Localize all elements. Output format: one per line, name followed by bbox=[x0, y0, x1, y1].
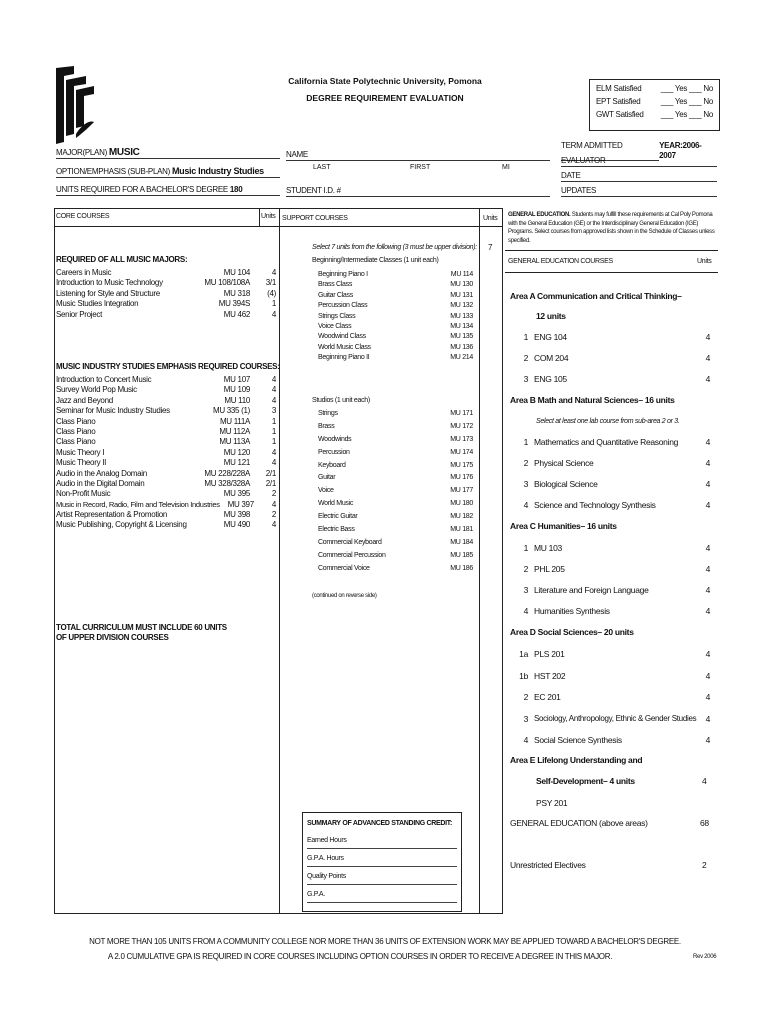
gwt-check[interactable]: GWT Satisfied ___ Yes ___ No bbox=[596, 110, 713, 119]
last-label: LAST bbox=[313, 164, 331, 171]
list-item: Listening for Style and Structure MU 318 (4) bbox=[56, 288, 276, 298]
student-id-field[interactable]: STUDENT I.D. # bbox=[286, 186, 550, 197]
list-item: Audio in the Analog Domain MU 228/228A 2/1 bbox=[56, 468, 276, 478]
support-intro-units: 7 bbox=[488, 243, 493, 252]
list-item: Beginning Piano II MU 214 bbox=[318, 354, 473, 362]
area-a-title: Area A Communication and Critical Thinking– bbox=[510, 291, 682, 301]
list-item: Voice Class MU 134 bbox=[318, 322, 473, 330]
list-item: Commercial Percussion MU 185 bbox=[318, 551, 473, 559]
option-field[interactable]: OPTION/EMPHASIS (SUB-PLAN) Music Industry Studies bbox=[56, 166, 280, 178]
beginning-title: Beginning/Intermediate Classes (1 unit each) bbox=[312, 257, 439, 264]
continued-note: (continued on reverse side) bbox=[312, 593, 377, 599]
list-item: Strings MU 171 bbox=[318, 410, 473, 417]
name-field[interactable]: NAME bbox=[286, 150, 550, 161]
list-item: 2 EC 201 4 bbox=[523, 692, 710, 702]
summary-title: SUMMARY OF ADVANCED STANDING CREDIT: bbox=[307, 820, 453, 827]
ge-total-label: GENERAL EDUCATION (above areas) bbox=[510, 818, 648, 828]
support-units-header: Units bbox=[483, 215, 498, 222]
list-item: Jazz and Beyond MU 110 4 bbox=[56, 395, 276, 405]
list-item: Woodwind Class MU 135 bbox=[318, 333, 473, 341]
list-item: Guitar MU 176 bbox=[318, 474, 473, 482]
list-item: World Music MU 180 bbox=[318, 500, 473, 508]
first-label: FIRST bbox=[410, 164, 431, 171]
ept-check[interactable]: EPT Satisfied ___ Yes ___ No bbox=[596, 97, 713, 106]
area-b-list bbox=[510, 437, 710, 521]
list-item: 3 Sociology, Anthropology, Ethnic & Gender Studies 4 bbox=[523, 713, 710, 724]
revision-label: Rev 2006 bbox=[693, 954, 717, 960]
list-item: Woodwinds MU 173 bbox=[318, 435, 473, 443]
unrestricted-units: 2 bbox=[702, 860, 707, 870]
evaluator-field[interactable]: EVALUATOR bbox=[561, 156, 717, 167]
area-e-units: 4 bbox=[702, 776, 707, 786]
placement-checks-box bbox=[589, 79, 720, 131]
emphasis-list bbox=[56, 375, 276, 531]
list-item: 2 Physical Science 4 bbox=[523, 458, 710, 468]
support-intro: Select 7 units from the following (3 must be upper division): bbox=[312, 244, 477, 251]
list-item: Beginning Piano I MU 114 bbox=[318, 271, 473, 278]
list-item: Class Piano MU 111A 1 bbox=[56, 416, 276, 426]
list-item: Introduction to Concert Music MU 107 4 bbox=[56, 375, 276, 384]
required-all-list bbox=[56, 268, 276, 320]
list-item: Electric Guitar MU 182 bbox=[318, 513, 473, 521]
ge-intro: GENERAL EDUCATION. Students may fulfill these requirements at Cal Poly Pomona with the General Education (GE) or the Interdisciplinary General Education (IGE) Programs. Select courses from approved lists shown in the Schedule of Classes unless specified. bbox=[508, 212, 715, 244]
list-item: World Music Class MU 136 bbox=[318, 343, 473, 351]
university-logo-icon bbox=[52, 64, 96, 146]
area-a-units: 12 units bbox=[536, 311, 566, 321]
studios-title: Studios (1 unit each) bbox=[312, 397, 370, 404]
gpa-field[interactable]: G.P.A. bbox=[307, 890, 457, 903]
list-item: Music Publishing, Copyright & Licensing MU 490 4 bbox=[56, 520, 276, 530]
list-item: Music Theory II MU 121 4 bbox=[56, 458, 276, 468]
list-item: Music Studies Integration MU 394S 1 bbox=[56, 299, 276, 309]
ge-courses-header: GENERAL EDUCATION COURSES bbox=[508, 258, 613, 265]
list-item: 2 PHL 205 4 bbox=[523, 564, 710, 574]
required-all-title: REQUIRED OF ALL MUSIC MAJORS: bbox=[56, 255, 188, 264]
earned-hours-field[interactable]: Earned Hours bbox=[307, 836, 457, 849]
date-field[interactable]: DATE bbox=[561, 171, 717, 182]
mi-label: MI bbox=[502, 164, 510, 171]
area-e-subtitle: Self-Development– 4 units bbox=[536, 776, 635, 786]
unrestricted-label: Unrestricted Electives bbox=[510, 860, 586, 870]
area-d-title: Area D Social Sciences– 20 units bbox=[510, 627, 634, 637]
list-item: Strings Class MU 133 bbox=[318, 312, 473, 320]
list-item: 1b HST 202 4 bbox=[519, 670, 710, 681]
emphasis-title: MUSIC INDUSTRY STUDIES EMPHASIS REQUIRED COURSES: bbox=[56, 362, 280, 371]
list-item: 1 Mathematics and Quantitative Reasoning 4 bbox=[523, 437, 710, 447]
updates-field[interactable]: UPDATES bbox=[561, 186, 717, 197]
gpa-hours-field[interactable]: G.P.A. Hours bbox=[307, 854, 457, 867]
core-units-header: Units bbox=[261, 213, 276, 220]
list-item: 3 ENG 105 4 bbox=[523, 374, 710, 384]
area-a-list bbox=[510, 332, 710, 395]
list-item: Non-Profit Music MU 395 2 bbox=[56, 489, 276, 499]
list-item: Commercial Voice MU 186 bbox=[318, 564, 473, 572]
ge-units-header: Units bbox=[697, 258, 712, 265]
list-item: Brass MU 172 bbox=[318, 422, 473, 430]
document-title: DEGREE REQUIREMENT EVALUATION bbox=[306, 93, 464, 103]
area-e-title: Area E Lifelong Understanding and bbox=[510, 755, 643, 765]
footer-note-2: A 2.0 CUMULATIVE GPA IS REQUIRED IN CORE COURSES INCLUDING OPTION COURSES IN ORDER TO RECEIVE A DEGREE IN THIS MAJOR. bbox=[107, 952, 613, 961]
list-item: Artist Representation & Promotion MU 398 2 bbox=[56, 510, 276, 520]
list-item: 1 ENG 104 4 bbox=[523, 332, 710, 342]
list-item: 3 Literature and Foreign Language 4 bbox=[523, 585, 710, 595]
total-curriculum-note: TOTAL CURRICULUM MUST INCLUDE 60 UNITS OF UPPER DIVISION COURSES bbox=[56, 623, 227, 642]
beginning-list bbox=[318, 270, 473, 364]
list-item: 4 Social Science Synthesis 4 bbox=[523, 735, 710, 745]
list-item: Senior Project MU 462 4 bbox=[56, 309, 276, 319]
list-item: Music Theory I MU 120 4 bbox=[56, 447, 276, 457]
list-item: Percussion MU 174 bbox=[318, 448, 473, 456]
area-c-list bbox=[510, 543, 710, 627]
ge-total-units: 68 bbox=[700, 818, 709, 828]
list-item: 3 Biological Science 4 bbox=[523, 479, 710, 489]
list-item: Commercial Keyboard MU 184 bbox=[318, 538, 473, 546]
studios-list bbox=[318, 409, 473, 577]
list-item: Music in Record, Radio, Film and Television Industries MU 397 4 bbox=[56, 499, 276, 509]
list-item: Brass Class MU 130 bbox=[318, 281, 473, 289]
list-item: Electric Bass MU 181 bbox=[318, 526, 473, 534]
list-item: 1a PLS 201 4 bbox=[519, 649, 710, 659]
list-item: Keyboard MU 175 bbox=[318, 461, 473, 469]
list-item: Guitar Class MU 131 bbox=[318, 291, 473, 299]
list-item: Class Piano MU 113A 1 bbox=[56, 437, 276, 447]
list-item: Percussion Class MU 132 bbox=[318, 302, 473, 310]
list-item: Voice MU 177 bbox=[318, 487, 473, 495]
quality-points-field[interactable]: Quality Points bbox=[307, 872, 457, 885]
area-e-course: PSY 201 bbox=[536, 798, 568, 808]
area-b-note: Select at least one lab course from sub-area 2 or 3. bbox=[536, 418, 680, 425]
list-item: Class Piano MU 112A 1 bbox=[56, 426, 276, 436]
area-c-title: Area C Humanities– 16 units bbox=[510, 521, 617, 531]
elm-check[interactable]: ELM Satisfied ___ Yes ___ No bbox=[596, 84, 713, 93]
university-name: California State Polytechnic University, Pomona bbox=[288, 76, 482, 86]
list-item: Audio in the Digital Domain MU 328/328A 2/1 bbox=[56, 478, 276, 488]
footer-note-1: NOT MORE THAN 105 UNITS FROM A COMMUNITY COLLEGE NOR MORE THAN 36 UNITS OF EXTENSION WORK MAY BE APPLIED TOWARD A BACHELOR'S DEGREE. bbox=[89, 937, 681, 946]
area-d-list bbox=[510, 649, 710, 757]
list-item: 4 Science and Technology Synthesis 4 bbox=[523, 500, 710, 510]
list-item: Careers in Music MU 104 4 bbox=[56, 268, 276, 277]
list-item: 4 Humanities Synthesis 4 bbox=[523, 606, 710, 616]
list-item: 1 MU 103 4 bbox=[523, 543, 710, 553]
list-item: Seminar for Music Industry Studies MU 335 (1) 3 bbox=[56, 406, 276, 416]
term-admitted-field[interactable]: TERM ADMITTED YEAR:2006-2007 bbox=[561, 141, 702, 160]
units-required-field[interactable]: UNITS REQUIRED FOR A BACHELOR'S DEGREE 180 bbox=[56, 185, 280, 196]
area-b-title: Area B Math and Natural Sciences– 16 units bbox=[510, 395, 675, 405]
major-field[interactable]: MAJOR(PLAN) MUSIC bbox=[56, 148, 280, 159]
advanced-standing-box bbox=[302, 812, 462, 912]
core-courses-header: CORE COURSES bbox=[56, 213, 110, 220]
list-item: Introduction to Music Technology MU 108/108A 3/1 bbox=[56, 278, 276, 288]
list-item: 2 COM 204 4 bbox=[523, 353, 710, 363]
support-courses-header: SUPPORT COURSES bbox=[282, 215, 348, 222]
list-item: Survey World Pop Music MU 109 4 bbox=[56, 385, 276, 395]
